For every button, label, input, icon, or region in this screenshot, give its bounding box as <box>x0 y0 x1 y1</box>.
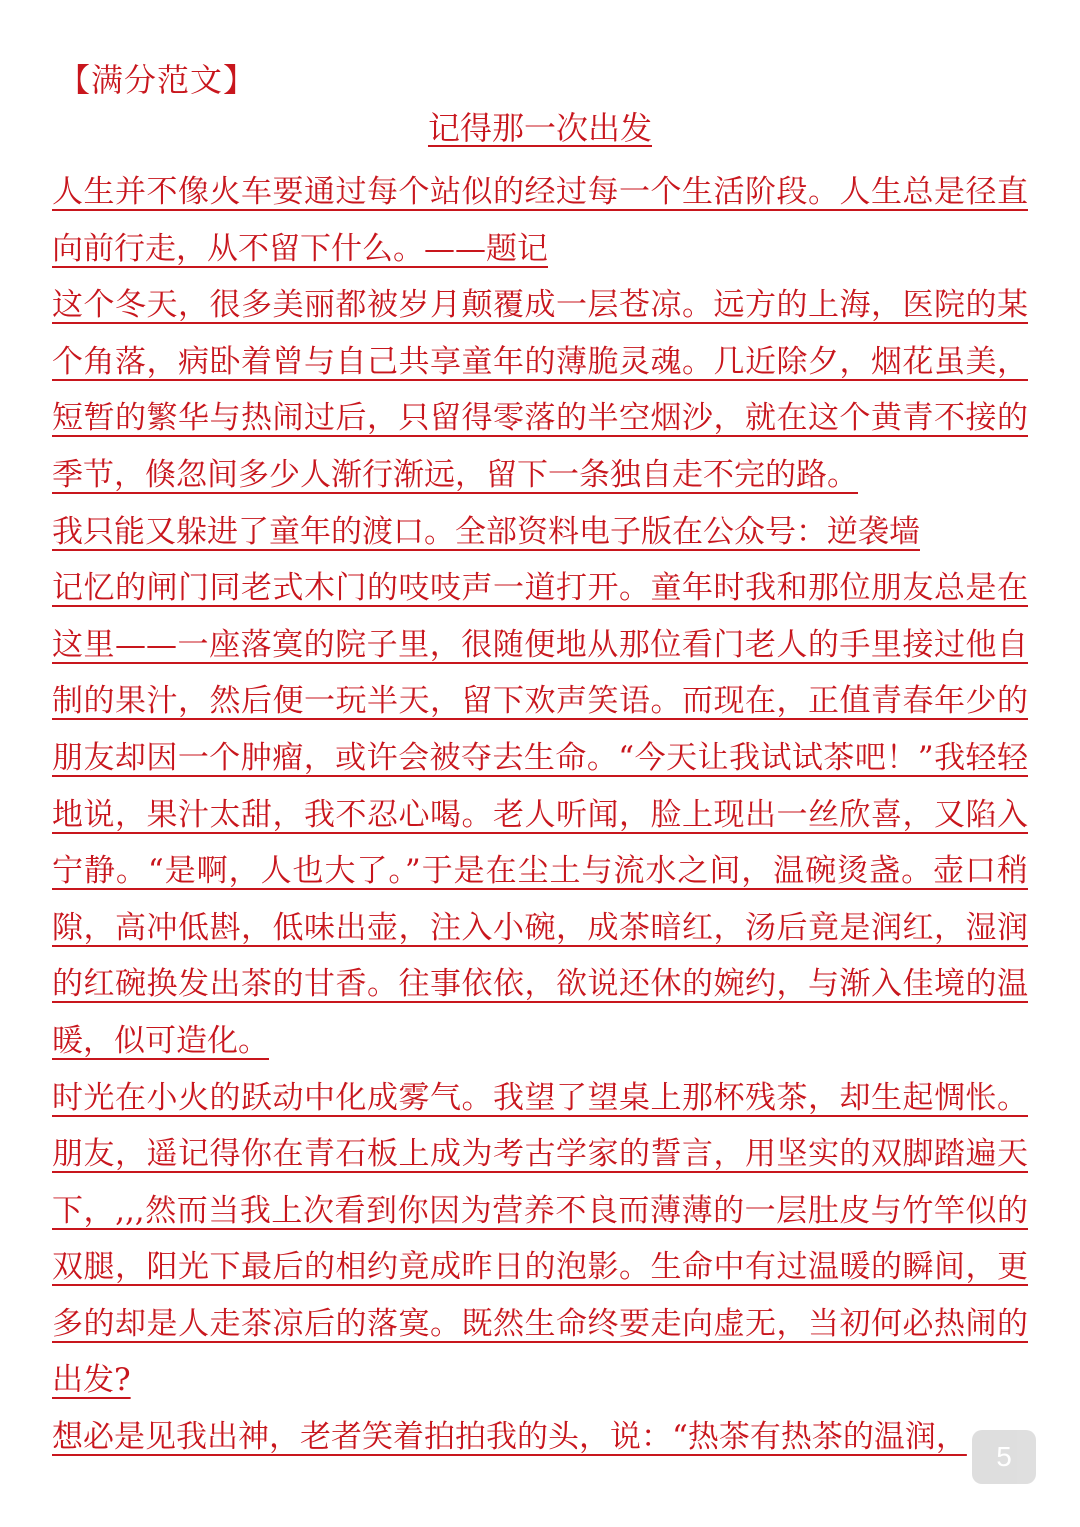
paragraph-epigraph: 人生并不像火车要通过每个站似的经过每一个生活阶段。人生总是径直向前行走，从不留下什么。——题记 <box>52 174 1028 267</box>
page-number-badge: 5 <box>972 1430 1036 1484</box>
paragraph-time-mist: 时光在小火的跃动中化成雾气。我望了望桌上那杯残茶，却生起惆怅。朋友，遥记得你在青石板上成为考古学家的誓言，用坚实的双脚踏遍天下，,,,然而当我上次看到你因为营养不良而薄薄的一层肚皮与竹竿似的双腿，阳光下最后的相约竟成昨日的泡影。生命中有过温暖的瞬间，更多的却是人走茶凉后的落寞。既然生命终要走向虚无，当初何必热闹的出发? <box>52 1079 1028 1399</box>
document-page <box>52 60 1028 1466</box>
section-label: 【满分范文】 <box>58 61 257 99</box>
paragraph-memory-tea: 记忆的闸门同老式木门的吱吱声一道打开。童年时我和那位朋友总是在这里——一座落寞的院子里，很随便地从那位看门老人的手里接过他自制的果汁，然后便一玩半天，留下欢声笑语。而现在，正值青春年少的朋友却因一个肿瘤，或许会被夺去生命。“今天让我试试茶吧！”我轻轻地说，果汁太甜，我不忍心喝。老人听闻，脸上现出一丝欣喜，又陷入宁静。“是啊，人也大了。”于是在尘土与流水之间，温碗烫盏。壶口稍隙，高冲低斟，低味出壶，注入小碗，成茶暗红，汤后竟是润红，湿润的红碗换发出茶的甘香。往事依依，欲说还休的婉约，与渐入佳境的温暖，似可造化。 <box>52 570 1028 1059</box>
paragraph-old-man: 想必是见我出神，老者笑着拍拍我的头，说：“热茶有热茶的温润， <box>52 1419 967 1456</box>
essay-title: 记得那一次出发 <box>427 109 652 147</box>
paragraph-winter: 这个冬天，很多美丽都被岁月颠覆成一层苍凉。远方的上海，医院的某个角落，病卧着曾与自己共享童年的薄脆灵魂。几近除夕，烟花虽美，短暂的繁华与热闹过后，只留得零落的半空烟沙，就在这个黄青不接的季节，倏忽间多少人渐行渐远，留下一条独自走不完的路。 <box>52 287 1028 493</box>
paragraph-childhood-ferry: 我只能又躲进了童年的渡口。全部资料电子版在公众号：逆袭墙 <box>52 513 920 550</box>
